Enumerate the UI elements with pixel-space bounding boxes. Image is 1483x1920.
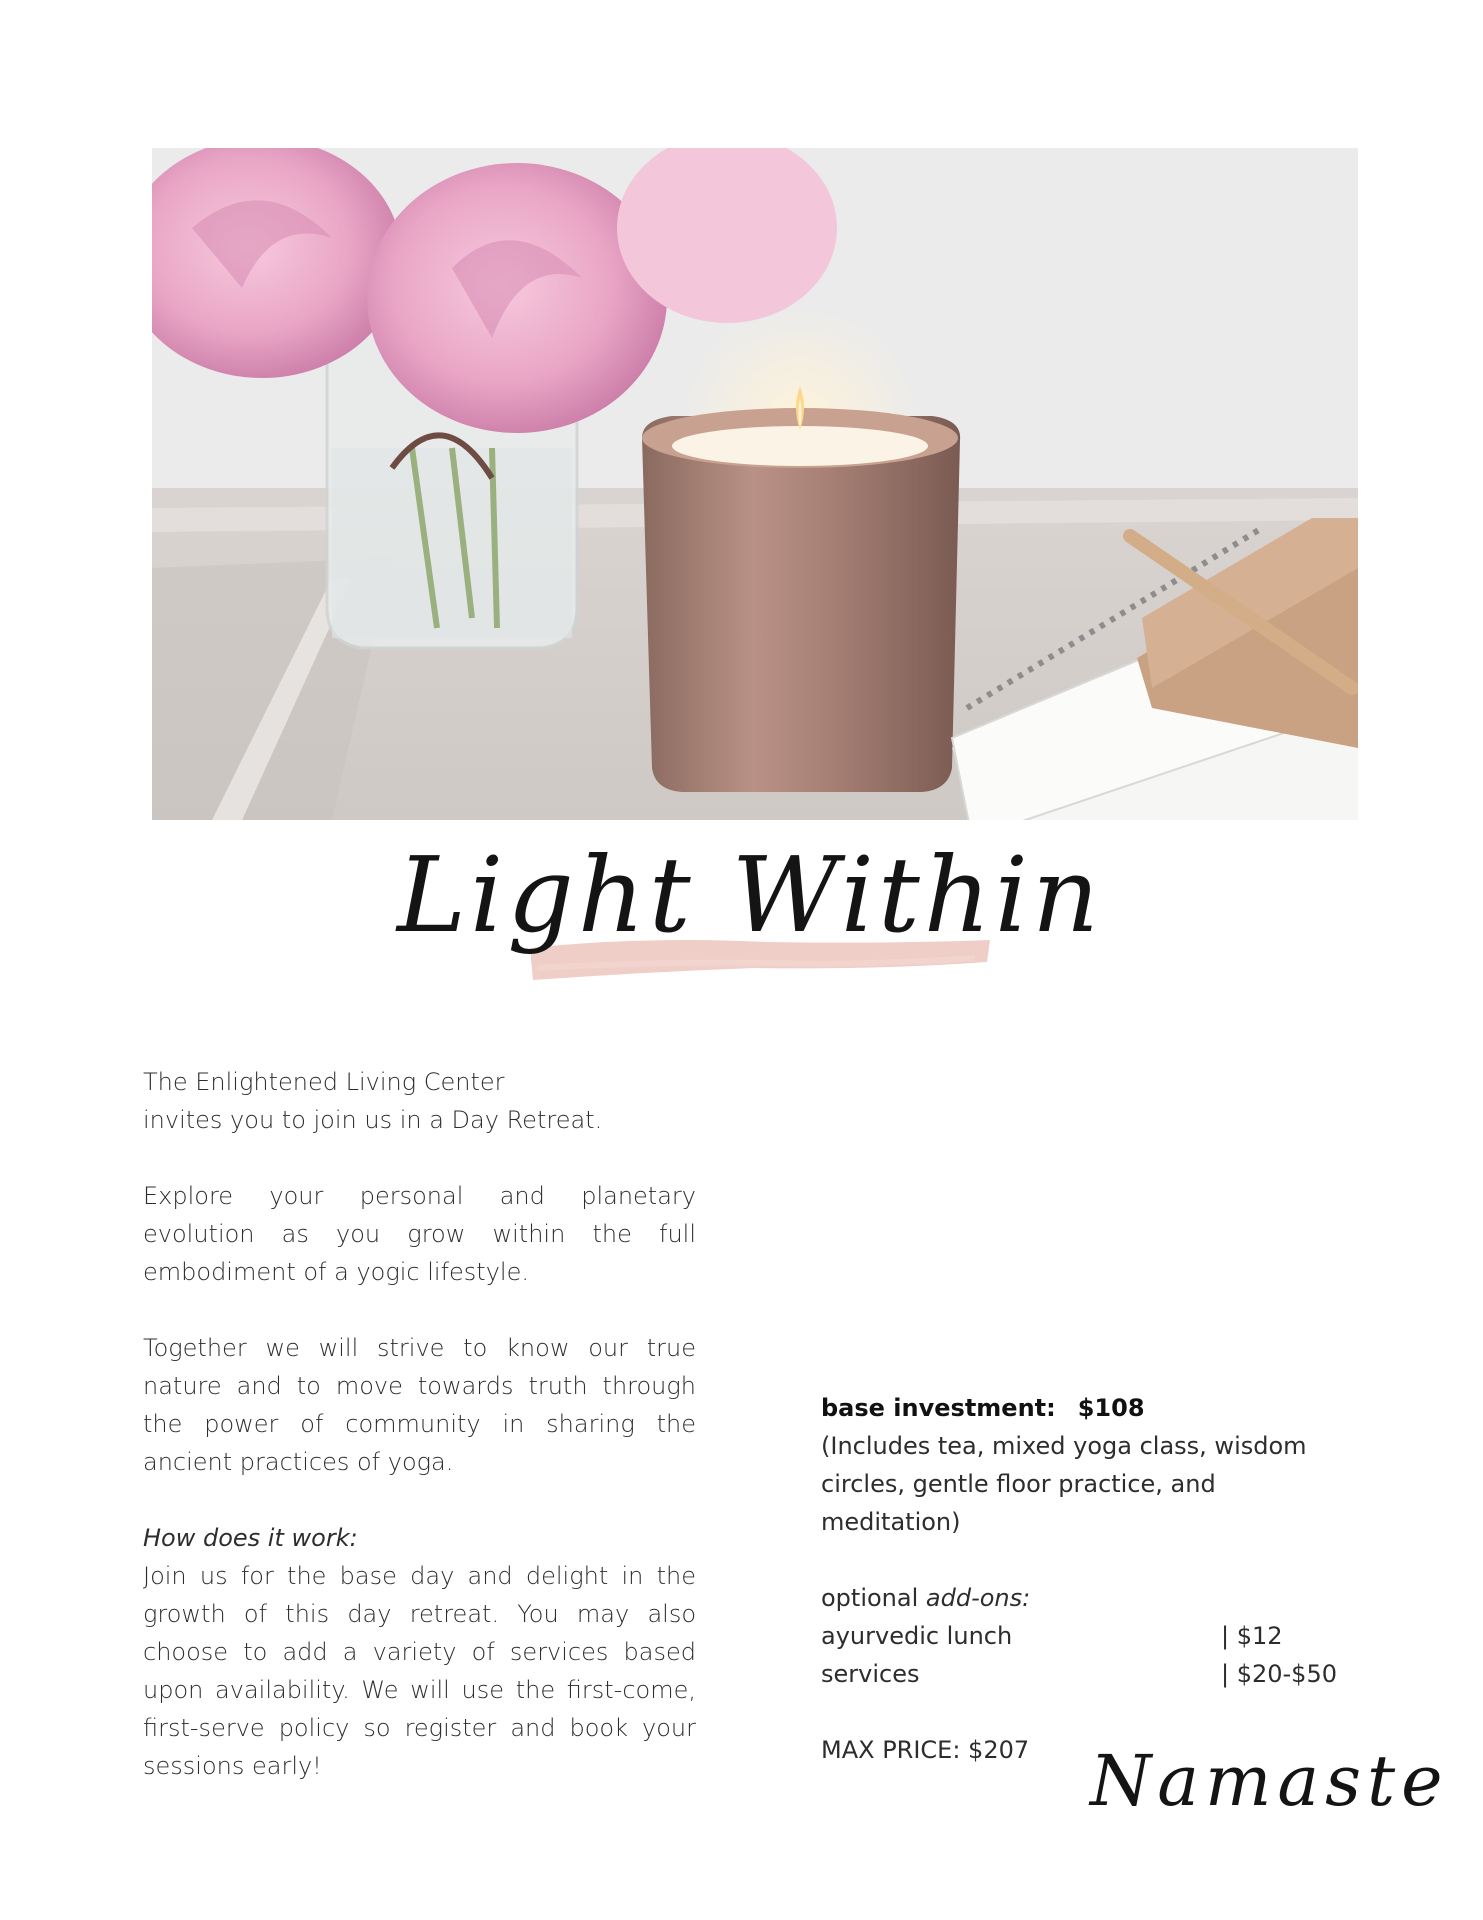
- intro-line-1: The Enlightened Living Center: [143, 1068, 505, 1096]
- addons-heading: [821, 1579, 1381, 1617]
- page-title: Light Within: [396, 834, 1104, 956]
- together-paragraph: Together we will strive to know our true nature and to move towards truth through the power of community in sharing the ancient practices of yoga.: [143, 1334, 696, 1476]
- addon-row: [821, 1655, 1381, 1693]
- addon-name: services: [821, 1660, 920, 1688]
- hero-photo: [152, 148, 1358, 820]
- base-includes: (Includes tea, mixed yoga class, wisdom circles, gentle floor practice, and meditation): [821, 1432, 1307, 1536]
- explore-paragraph: Explore your personal and planetary evolution as you grow within the full embodiment of a yogic lifestyle.: [143, 1182, 696, 1286]
- how-heading: How does it work:: [143, 1524, 358, 1552]
- max-price: MAX PRICE: $207: [821, 1736, 1030, 1764]
- base-investment-price: $108: [1077, 1394, 1145, 1422]
- base-investment-label: base investment:: [821, 1394, 1056, 1422]
- addon-name: ayurvedic lunch: [821, 1622, 1013, 1650]
- intro-line-2: invites you to join us in a Day Retreat.: [143, 1106, 603, 1134]
- title-block: [340, 830, 1160, 1010]
- left-column: [143, 1063, 696, 1785]
- addons-prefix: optional: [821, 1584, 926, 1612]
- addon-row: [821, 1617, 1381, 1655]
- base-investment: [821, 1389, 1381, 1427]
- addon-price: | $20-$50: [1221, 1660, 1337, 1688]
- pricing-section: [821, 1389, 1381, 1769]
- addons-label: add-ons:: [925, 1584, 1031, 1612]
- how-paragraph: Join us for the base day and delight in the growth of this day retreat. You may also choose to add a variety of services based upon availability. We will use the first-come, first-serve policy so register and book your sessions early!: [143, 1562, 696, 1780]
- namaste-signature: Namaste: [1090, 1740, 1449, 1822]
- addon-price: | $12: [1221, 1622, 1283, 1650]
- candle-flowers-illustration: [152, 148, 1358, 820]
